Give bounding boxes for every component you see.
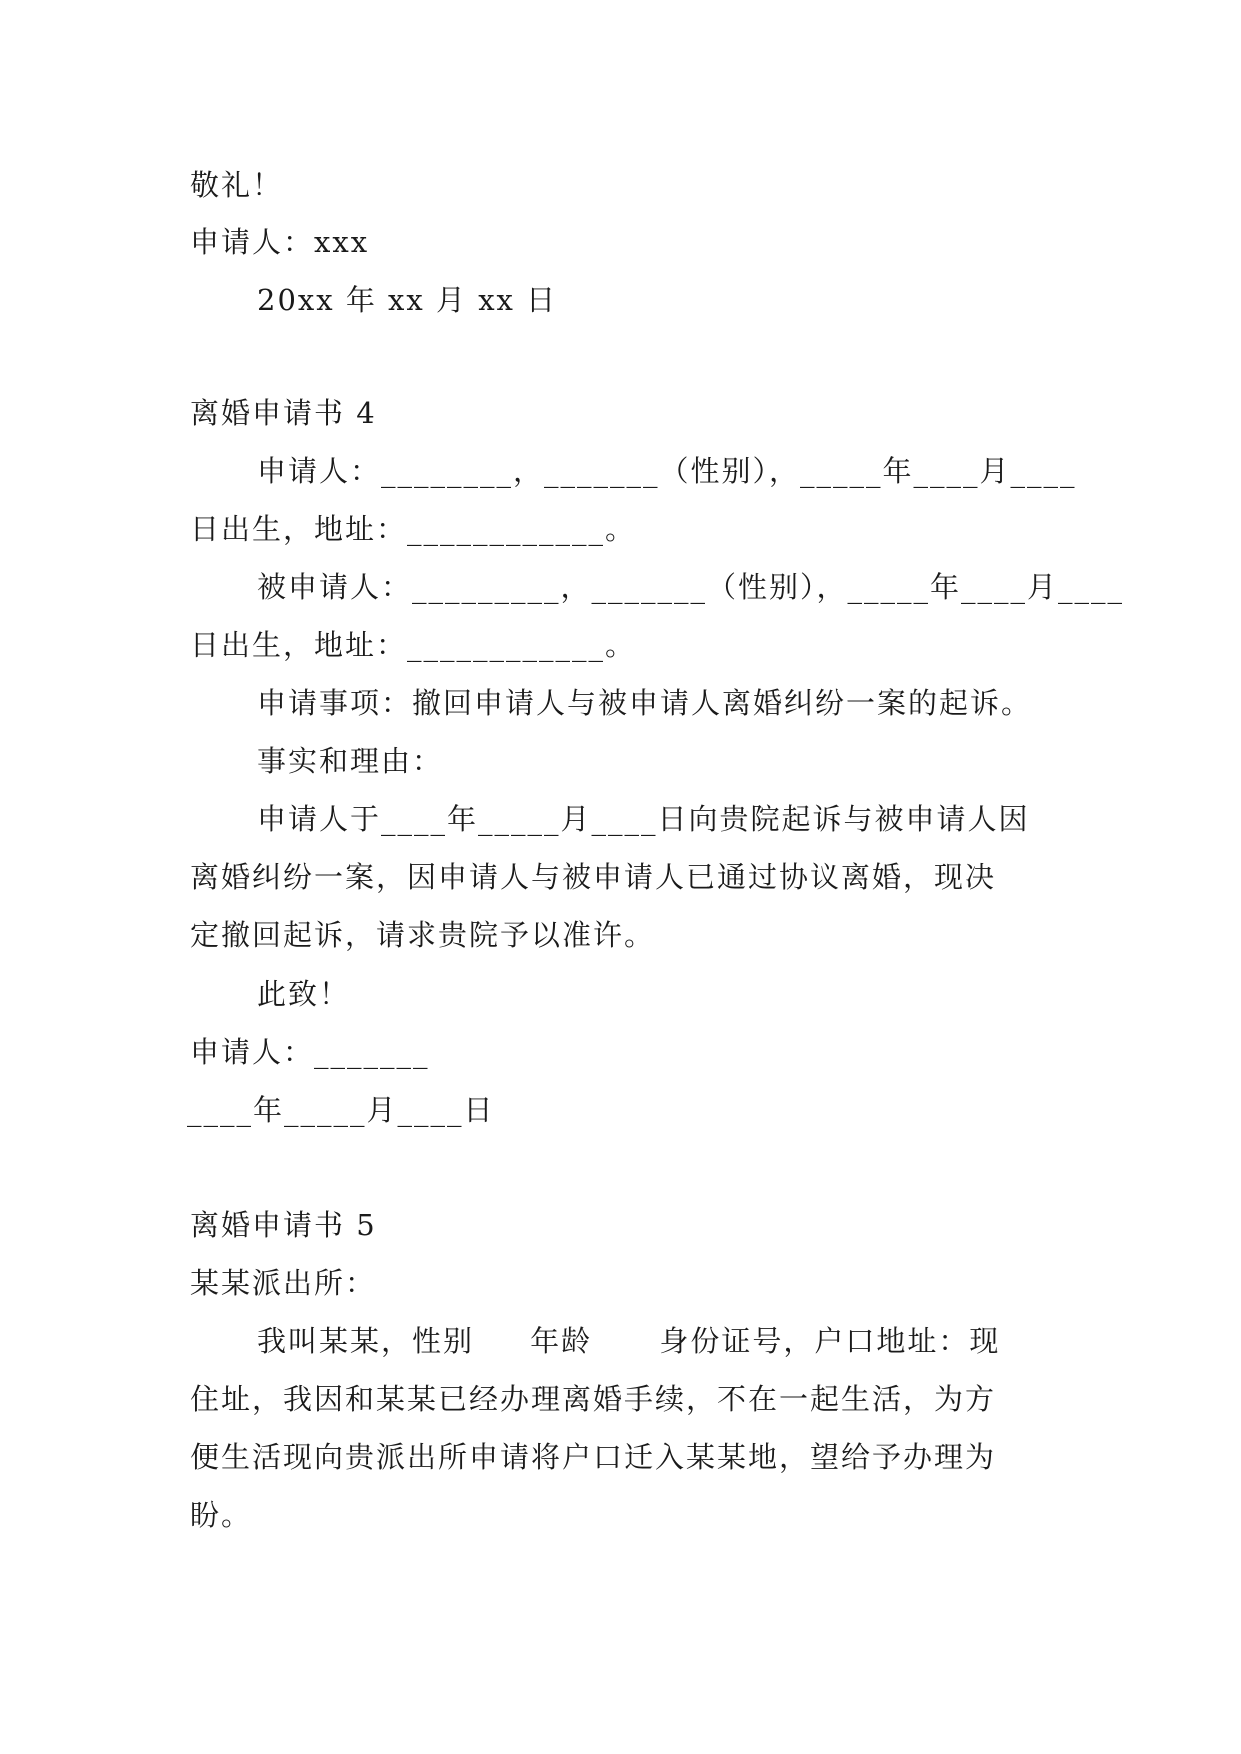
application-matter: 申请事项：撤回申请人与被申请人离婚纠纷一案的起诉。 — [257, 686, 1033, 720]
closing-salutation: 敬礼！ — [190, 168, 284, 202]
respondent-info-line1: 被申请人：_________，_______（性别），_____年____月____ — [257, 570, 1125, 604]
applicant-signature: 申请人：xxx — [190, 225, 370, 259]
section5-body-line2: 住址，我因和某某已经办理离婚手续，不在一起生活，为方 — [190, 1382, 997, 1416]
section4-date: ____年_____月____日 — [187, 1093, 495, 1127]
section5-body-line1: 我叫某某，性别 年龄 身份证号，户口地址：现 — [257, 1324, 1001, 1358]
section5-addressee: 某某派出所： — [190, 1266, 377, 1300]
facts-line1: 申请人于____年_____月____日向贵院起诉与被申请人因 — [257, 802, 1030, 836]
section5-body-line4: 盼。 — [190, 1498, 253, 1532]
facts-heading: 事实和理由： — [257, 744, 444, 778]
section4-salute: 此致！ — [257, 977, 351, 1011]
section5-body-line3: 便生活现向贵派出所申请将户口迁入某某地，望给予办理为 — [190, 1440, 997, 1474]
section4-title: 离婚申请书 4 — [190, 396, 377, 430]
respondent-info-line2: 日出生，地址：____________。 — [190, 628, 637, 662]
applicant-info-line2: 日出生，地址：____________。 — [190, 512, 637, 546]
section5-title: 离婚申请书 5 — [190, 1208, 377, 1242]
signature-date: 20xx 年 xx 月 xx 日 — [257, 283, 558, 317]
section4-signature: 申请人：_______ — [190, 1035, 430, 1069]
facts-line3: 定撤回起诉，请求贵院予以准许。 — [190, 918, 656, 952]
applicant-info-line1: 申请人：________，_______（性别），_____年____月____ — [257, 454, 1077, 488]
facts-line2: 离婚纠纷一案，因申请人与被申请人已通过协议离婚，现决 — [190, 860, 997, 894]
